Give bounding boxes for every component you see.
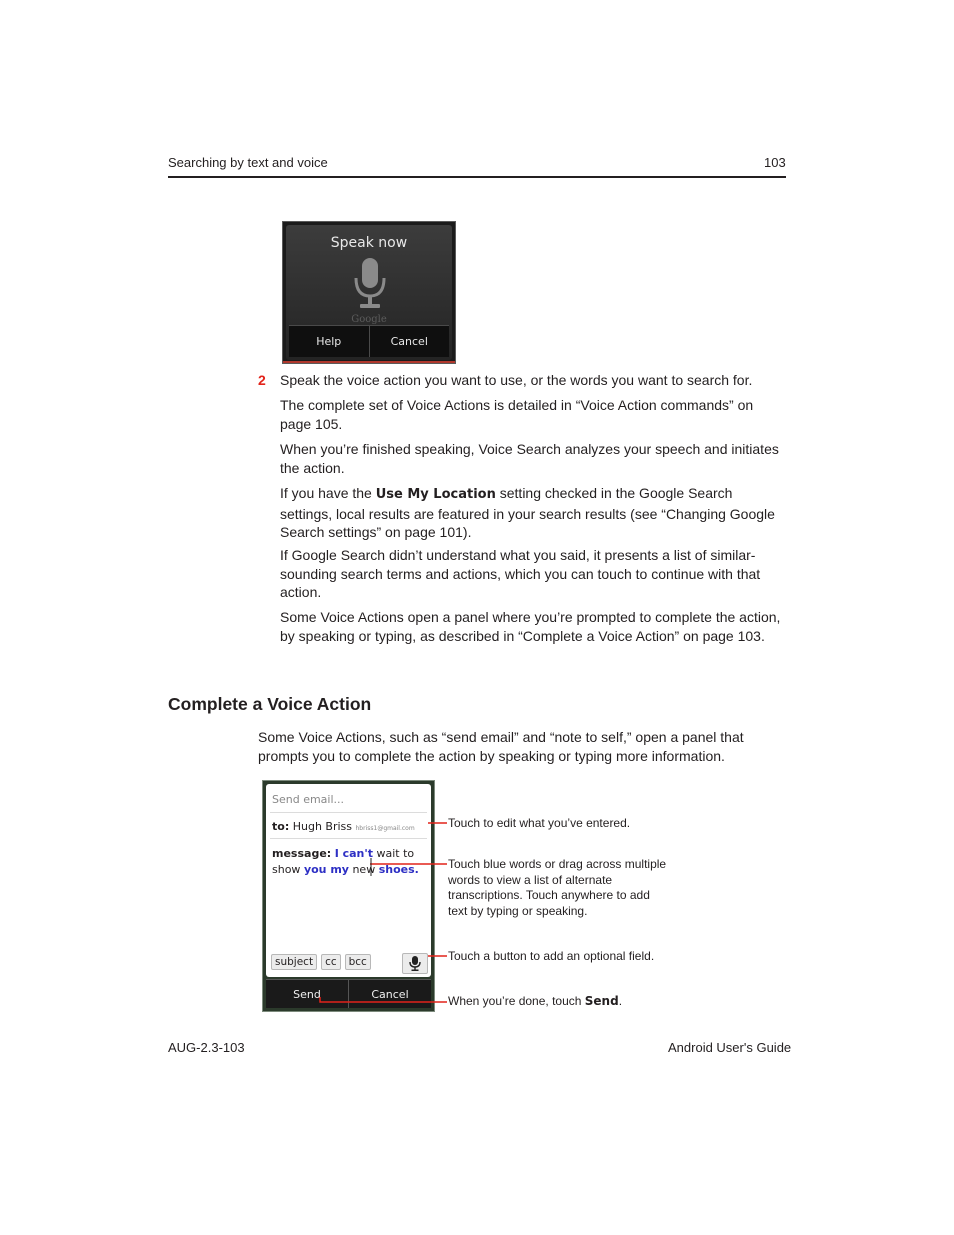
to-label: to:	[272, 820, 290, 833]
cc-button[interactable]: cc	[321, 954, 341, 970]
footer-guide: Android User's Guide	[668, 1040, 792, 1055]
cancel-button[interactable]: Cancel	[348, 980, 431, 1008]
callout-optional-field: Touch a button to add an optional field.	[448, 949, 655, 963]
page-number: 103	[764, 155, 786, 170]
paragraph-not-understood: If Google Search didn’t understand what you said, it presents a list of similar-sounding search terms and actions, which you can touch to continue with that action.	[280, 547, 761, 601]
message-text: wait to show	[272, 847, 415, 876]
footer-code: AUG-2.3-103	[168, 1040, 245, 1055]
paragraph-voice-actions: The complete set of Voice Actions is detailed in “Voice Action commands” on page 105.	[280, 397, 754, 432]
email-panel-title: Send email...	[272, 793, 345, 806]
cancel-button[interactable]: Cancel	[369, 326, 450, 357]
paragraph-finished: When you’re finished speaking, Voice Search analyzes your speech and initiates the action.	[280, 441, 779, 476]
alt-word[interactable]: I can't	[334, 847, 374, 860]
text-run: setting checked in the Google Search settings, local results are featured in your search results (see “Changing Google Search settings” on page 101).	[280, 485, 775, 541]
message-text: new	[348, 863, 379, 876]
callout-send	[448, 994, 688, 1010]
google-logo: Google	[351, 314, 387, 325]
to-email: hbriss1@gmail.com	[355, 825, 415, 832]
send-label: Send	[584, 994, 619, 1008]
text-run: If you have the	[280, 485, 376, 501]
alt-word[interactable]: you my	[303, 863, 349, 876]
text-run: When you’re done, touch	[448, 994, 585, 1008]
callout-blue-words: Touch blue words or drag across multiple words to view a list of alternate transcriptions. Touch anywhere to add text by typing or speaking.	[448, 857, 667, 918]
callout-edit: Touch to edit what you’ve entered.	[448, 816, 631, 830]
send-button[interactable]: Send	[293, 987, 321, 1001]
speak-title: Speak now	[330, 235, 408, 251]
help-button[interactable]: Help	[316, 335, 342, 348]
setting-name: Use My Location	[375, 487, 496, 502]
to-name: Hugh Briss	[292, 820, 352, 833]
text-run: .	[618, 994, 623, 1008]
step-text: Speak the voice action you want to use, or the words you want to search for.	[280, 372, 753, 388]
bcc-button[interactable]: bcc	[345, 954, 371, 970]
subject-button[interactable]: subject	[271, 954, 317, 970]
running-header: Searching by text and voice	[168, 155, 328, 170]
step-number: 2	[258, 372, 266, 388]
message-label: message:	[272, 847, 332, 860]
alt-word[interactable]: shoes.	[378, 863, 419, 876]
section-heading: Complete a Voice Action	[168, 694, 372, 714]
section-intro: Some Voice Actions, such as “send email” and “note to self,” open a panel that prompts you to complete the action by speaking or typing more information.	[258, 729, 744, 764]
paragraph-panel: Some Voice Actions open a panel where you’re prompted to complete the action, by speaking or typing, as described in “Complete a Voice Action” on page 103.	[280, 609, 781, 644]
